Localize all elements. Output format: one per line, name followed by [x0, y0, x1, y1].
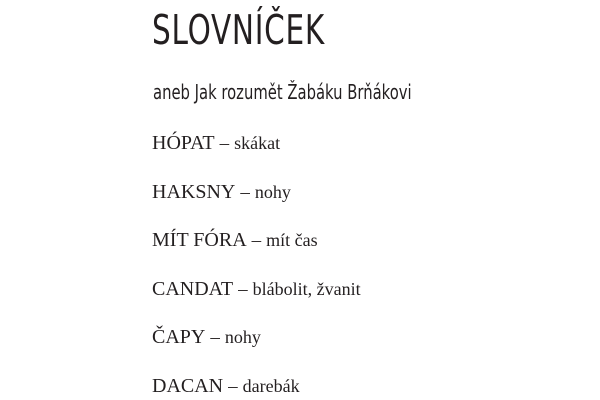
- entry-term: DACAN: [152, 374, 224, 397]
- glossary-entry: [152, 226, 361, 275]
- entry-separator: –: [228, 375, 238, 397]
- glossary-entry: [152, 178, 361, 227]
- entry-separator: –: [238, 278, 248, 300]
- glossary-title: SLOVNÍČEK: [152, 6, 325, 54]
- glossary-list: [152, 129, 361, 400]
- entry-term: HAKSNY: [152, 180, 236, 203]
- entry-definition: mít čas: [266, 230, 318, 250]
- entry-term: HÓPAT: [152, 132, 215, 154]
- entry-definition: nohy: [224, 327, 261, 347]
- entry-separator: –: [251, 230, 262, 251]
- entry-definition: darebák: [242, 375, 300, 396]
- entry-term: MÍT FÓRA: [152, 229, 247, 251]
- entry-definition: skákat: [234, 133, 281, 153]
- glossary-entry: [152, 323, 361, 372]
- entry-separator: –: [210, 327, 220, 348]
- entry-separator: –: [240, 181, 250, 203]
- glossary-entry: [152, 372, 361, 400]
- glossary-entry: [152, 275, 361, 324]
- glossary-entry: [152, 129, 361, 178]
- entry-definition: blábolit, žvanit: [252, 278, 361, 299]
- entry-term: CANDAT: [152, 277, 234, 300]
- glossary-subtitle: aneb Jak rozumět Žabáku Brňákovi: [153, 80, 412, 104]
- entry-separator: –: [219, 133, 230, 154]
- entry-definition: nohy: [254, 181, 291, 202]
- entry-term: ČAPY: [152, 326, 206, 348]
